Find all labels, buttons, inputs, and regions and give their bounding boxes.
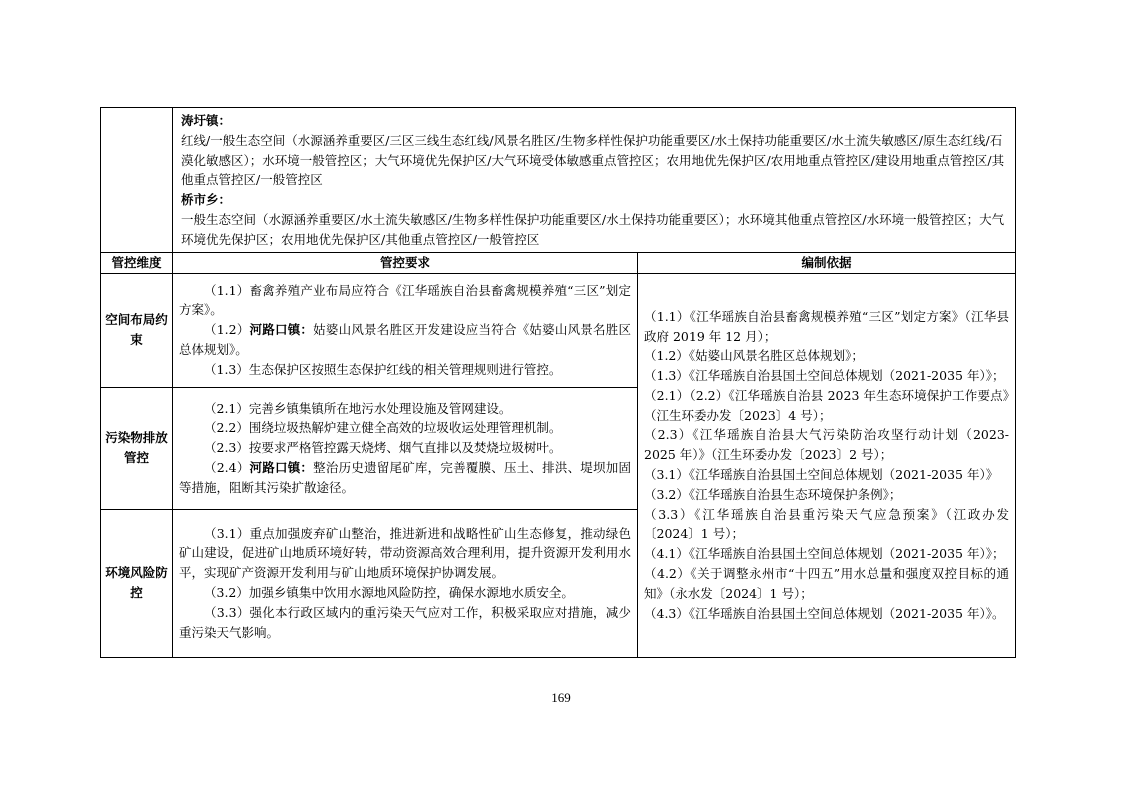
- requirement-item: （3.3）强化本行政区域内的重污染天气应对工作，积极采取应对措施，减少重污染天气影响。: [179, 604, 631, 640]
- town-label: 河路口镇：: [249, 459, 314, 475]
- requirement-item: （3.2）加强乡镇集中饮用水源地风险防控，确保水源地水质安全。: [204, 585, 574, 601]
- top-zone-row: [101, 108, 1016, 253]
- basis-item: （4.2）《关于调整永州市“十四五”用水总量和强度双控目标的通知》（永水发〔2024〕1 号）；: [644, 566, 1010, 601]
- item-prefix: （2.4）: [204, 459, 250, 475]
- header-dimension: 管控维度: [101, 252, 173, 273]
- basis-item: （3.3）《江华瑶族自治县重污染天气应急预案》（江政办发〔2024〕1 号）；: [644, 506, 1010, 542]
- header-basis: 编制依据: [638, 252, 1016, 273]
- row-spatial-layout: [101, 273, 1016, 387]
- requirement-cell: [173, 387, 638, 509]
- item-text: 整治历史遗留尾矿库，完善覆膜、压土、排洪、堤坝加固等措施，阻断其污染扩散途径。: [179, 459, 631, 495]
- basis-item: （2.1）（2.2）《江华瑶族自治县 2023 年生态环境保护工作要点》（江生环委办发〔2023〕4 号）；: [644, 387, 1010, 423]
- item-text: 姑婆山风景名胜区开发建设应当符合《姑婆山风景名胜区总体规划》。: [179, 322, 631, 357]
- requirement-item: [179, 458, 631, 498]
- header-row: [101, 252, 1016, 273]
- control-table: [100, 107, 1016, 658]
- town2-text: 一般生态空间（水源涵养重要区/水土流失敏感区/生物多样性保护功能重要区/水土保持功能重要区）；水环境其他重点管控区/水环境一般管控区；大气环境优先保护区；农用地优先保护区/其他重点管控区/一般管控区: [181, 211, 1005, 247]
- basis-item: （2.3）《江华瑶族自治县大气污染防治攻坚行动计划（2023-2025 年）》（江生环委办发〔2023〕2 号）；: [644, 427, 1010, 463]
- requirement-item: （2.3）按要求严格管控露天烧烤、烟气直排以及焚烧垃圾树叶。: [204, 440, 562, 456]
- town-label: 河路口镇：: [249, 322, 314, 338]
- top-blank-cell: [101, 108, 173, 253]
- requirement-item: （3.1）重点加强废弃矿山整治，推进新进和战略性矿山生态修复，推动绿色矿山建设，促进矿山地质环境好转，带动资源高效合理利用，提升资源开发利用水平，实现矿产资源开发利用与矿山地质环境保护协调发展。: [179, 525, 631, 581]
- dimension-cell: 空间布局约束: [101, 273, 173, 387]
- basis-item: （3.1）《江华瑶族自治县国土空间总体规划（2021-2035 年）》: [644, 467, 999, 483]
- requirement-item: （1.1）畜禽养殖产业布局应符合《江华瑶族自治县畜禽规模养殖“三区”划定方案》。: [179, 282, 631, 318]
- requirement-item: （2.2）围绕垃圾热解炉建立健全高效的垃圾收运处理管理机制。: [204, 420, 562, 436]
- basis-item: （4.1）《江华瑶族自治县国土空间总体规划（2021-2035 年）》；: [644, 546, 1005, 562]
- town1-text: 红线/一般生态空间（水源涵养重要区/三区三线生态红线/风景名胜区/生物多样性保护功能重要区/水土保持功能重要区/水土流失敏感区/原生态红线/石漠化敏感区）；水环境一般管控区；大气环境优先保护区/大气环境受体敏感重点管控区；农用地优先保护区/农用地重点管控区/建设用地重点管控区/其他重点管控区/一般管控区: [181, 132, 1005, 188]
- basis-item: （3.2）《江华瑶族自治县生态环境保护条例》；: [644, 486, 902, 502]
- item-prefix: （1.2）: [204, 322, 250, 338]
- basis-item: （4.3）《江华瑶族自治县国土空间总体规划（2021-2035 年）》。: [644, 605, 1005, 621]
- dimension-cell: 环境风险防控: [101, 509, 173, 657]
- requirement-item: （2.1）完善乡镇集镇所在地污水处理设施及管网建设。: [204, 400, 512, 416]
- dimension-cell: 污染物排放管控: [101, 387, 173, 509]
- basis-item: （1.3）《江华瑶族自治县国土空间总体规划（2021-2035 年）》；: [644, 368, 1005, 384]
- town2-name: 桥市乡：: [181, 192, 232, 208]
- page-number: 169: [551, 690, 571, 705]
- town1-name: 涛圩镇：: [181, 113, 232, 128]
- header-requirement: 管控要求: [173, 252, 638, 273]
- basis-item: （1.1）《江华瑶族自治县畜禽规模养殖“三区”划定方案》（江华县政府 2019 年 12 月）；: [644, 308, 1010, 344]
- requirement-cell: [173, 509, 638, 657]
- requirement-cell: [173, 273, 638, 387]
- basis-cell: [638, 273, 1016, 657]
- requirement-item: （1.3）生态保护区按照生态保护红线的相关管理规则进行管控。: [204, 361, 562, 377]
- top-zone-cell: [173, 108, 1016, 253]
- requirement-item: [179, 320, 631, 360]
- basis-item: （1.2）《姑婆山风景名胜区总体规划》；: [644, 348, 864, 364]
